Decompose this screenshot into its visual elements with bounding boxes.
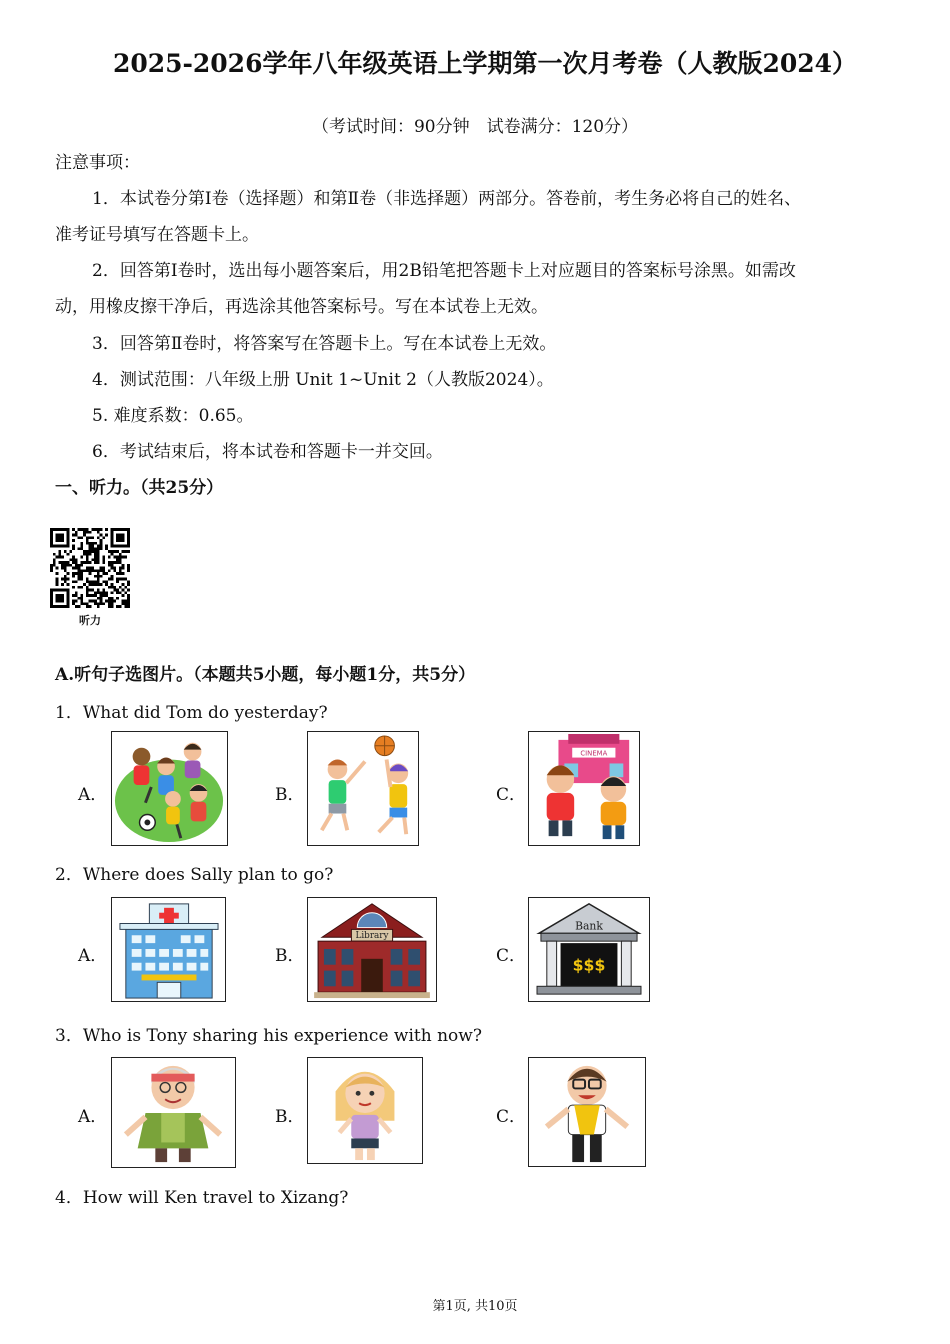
question-3: 3．Who is Tony sharing his experience with now? [55, 1026, 482, 1046]
option-label-a: A． [78, 1107, 108, 1127]
option-label-a: A． [78, 785, 108, 805]
picture-library[interactable] [307, 897, 437, 1002]
note-line: 动，用橡皮擦干净后，再选涂其他答案标号。写在本试卷上无效。 [55, 297, 548, 317]
option-label-b: B． [275, 1107, 305, 1127]
money-sign-text: $$$ [572, 955, 606, 975]
note-line: 2．回答第Ⅰ卷时，选出每小题答案后，用2B铅笔把答题卡上对应题目的答案标号涂黑。如需改 [92, 261, 796, 281]
picture-man-with-glasses[interactable] [528, 1057, 646, 1167]
qr-code[interactable] [50, 528, 130, 608]
note-line: 3．回答第Ⅱ卷时，将答案写在答题卡上。写在本试卷上无效。 [92, 334, 557, 354]
note-line: 6．考试结束后，将本试卷和答题卡一并交回。 [92, 442, 443, 462]
option-label-c: C． [496, 1107, 527, 1127]
question-4: 4．How will Ken travel to Xizang? [55, 1188, 349, 1208]
picture-hospital[interactable] [111, 897, 226, 1002]
bank-sign-text: Bank [575, 919, 603, 933]
option-label-b: B． [275, 946, 305, 966]
picture-bank[interactable] [528, 897, 650, 1002]
note-line: 准考证号填写在答题卡上。 [55, 225, 259, 245]
question-2: 2．Where does Sally plan to go? [55, 865, 334, 885]
exam-title: 2025-2026学年八年级英语上学期第一次月考卷（人教版2024） [112, 49, 858, 78]
picture-kids-playing-basketball[interactable] [307, 731, 419, 846]
cinema-sign-text: CINEMA [580, 749, 608, 758]
picture-kids-playing-soccer[interactable] [111, 731, 228, 846]
page-footer: 第1页, 共10页 [432, 1299, 518, 1314]
note-line: 1．本试卷分第Ⅰ卷（选择题）和第Ⅱ卷（非选择题）两部分。答卷前，考生务必将自己的姓名、 [92, 189, 802, 209]
notes-heading: 注意事项： [55, 153, 140, 173]
picture-girl[interactable] [307, 1057, 423, 1164]
picture-kids-going-to-cinema[interactable] [528, 731, 640, 846]
note-line: 4．测试范围：八年级上册 Unit 1~Unit 2（人教版2024）。 [92, 370, 554, 390]
part-a-heading: A.听句子选图片。（本题共5小题，每小题1分，共5分） [55, 665, 476, 685]
note-line: 5. 难度系数：0.65。 [92, 406, 254, 426]
question-1: 1．What did Tom do yesterday? [55, 703, 328, 723]
section-heading-listening: 一、听力。（共25分） [55, 478, 224, 498]
option-label-c: C． [496, 785, 527, 805]
qr-label: 听力 [79, 614, 101, 627]
option-label-b: B． [275, 785, 305, 805]
exam-subtitle: （考试时间：90分钟 试卷满分：120分） [311, 117, 639, 137]
option-label-a: A． [78, 946, 108, 966]
option-label-c: C． [496, 946, 527, 966]
picture-grandmother[interactable] [111, 1057, 236, 1168]
library-sign-text: Library [355, 931, 389, 942]
